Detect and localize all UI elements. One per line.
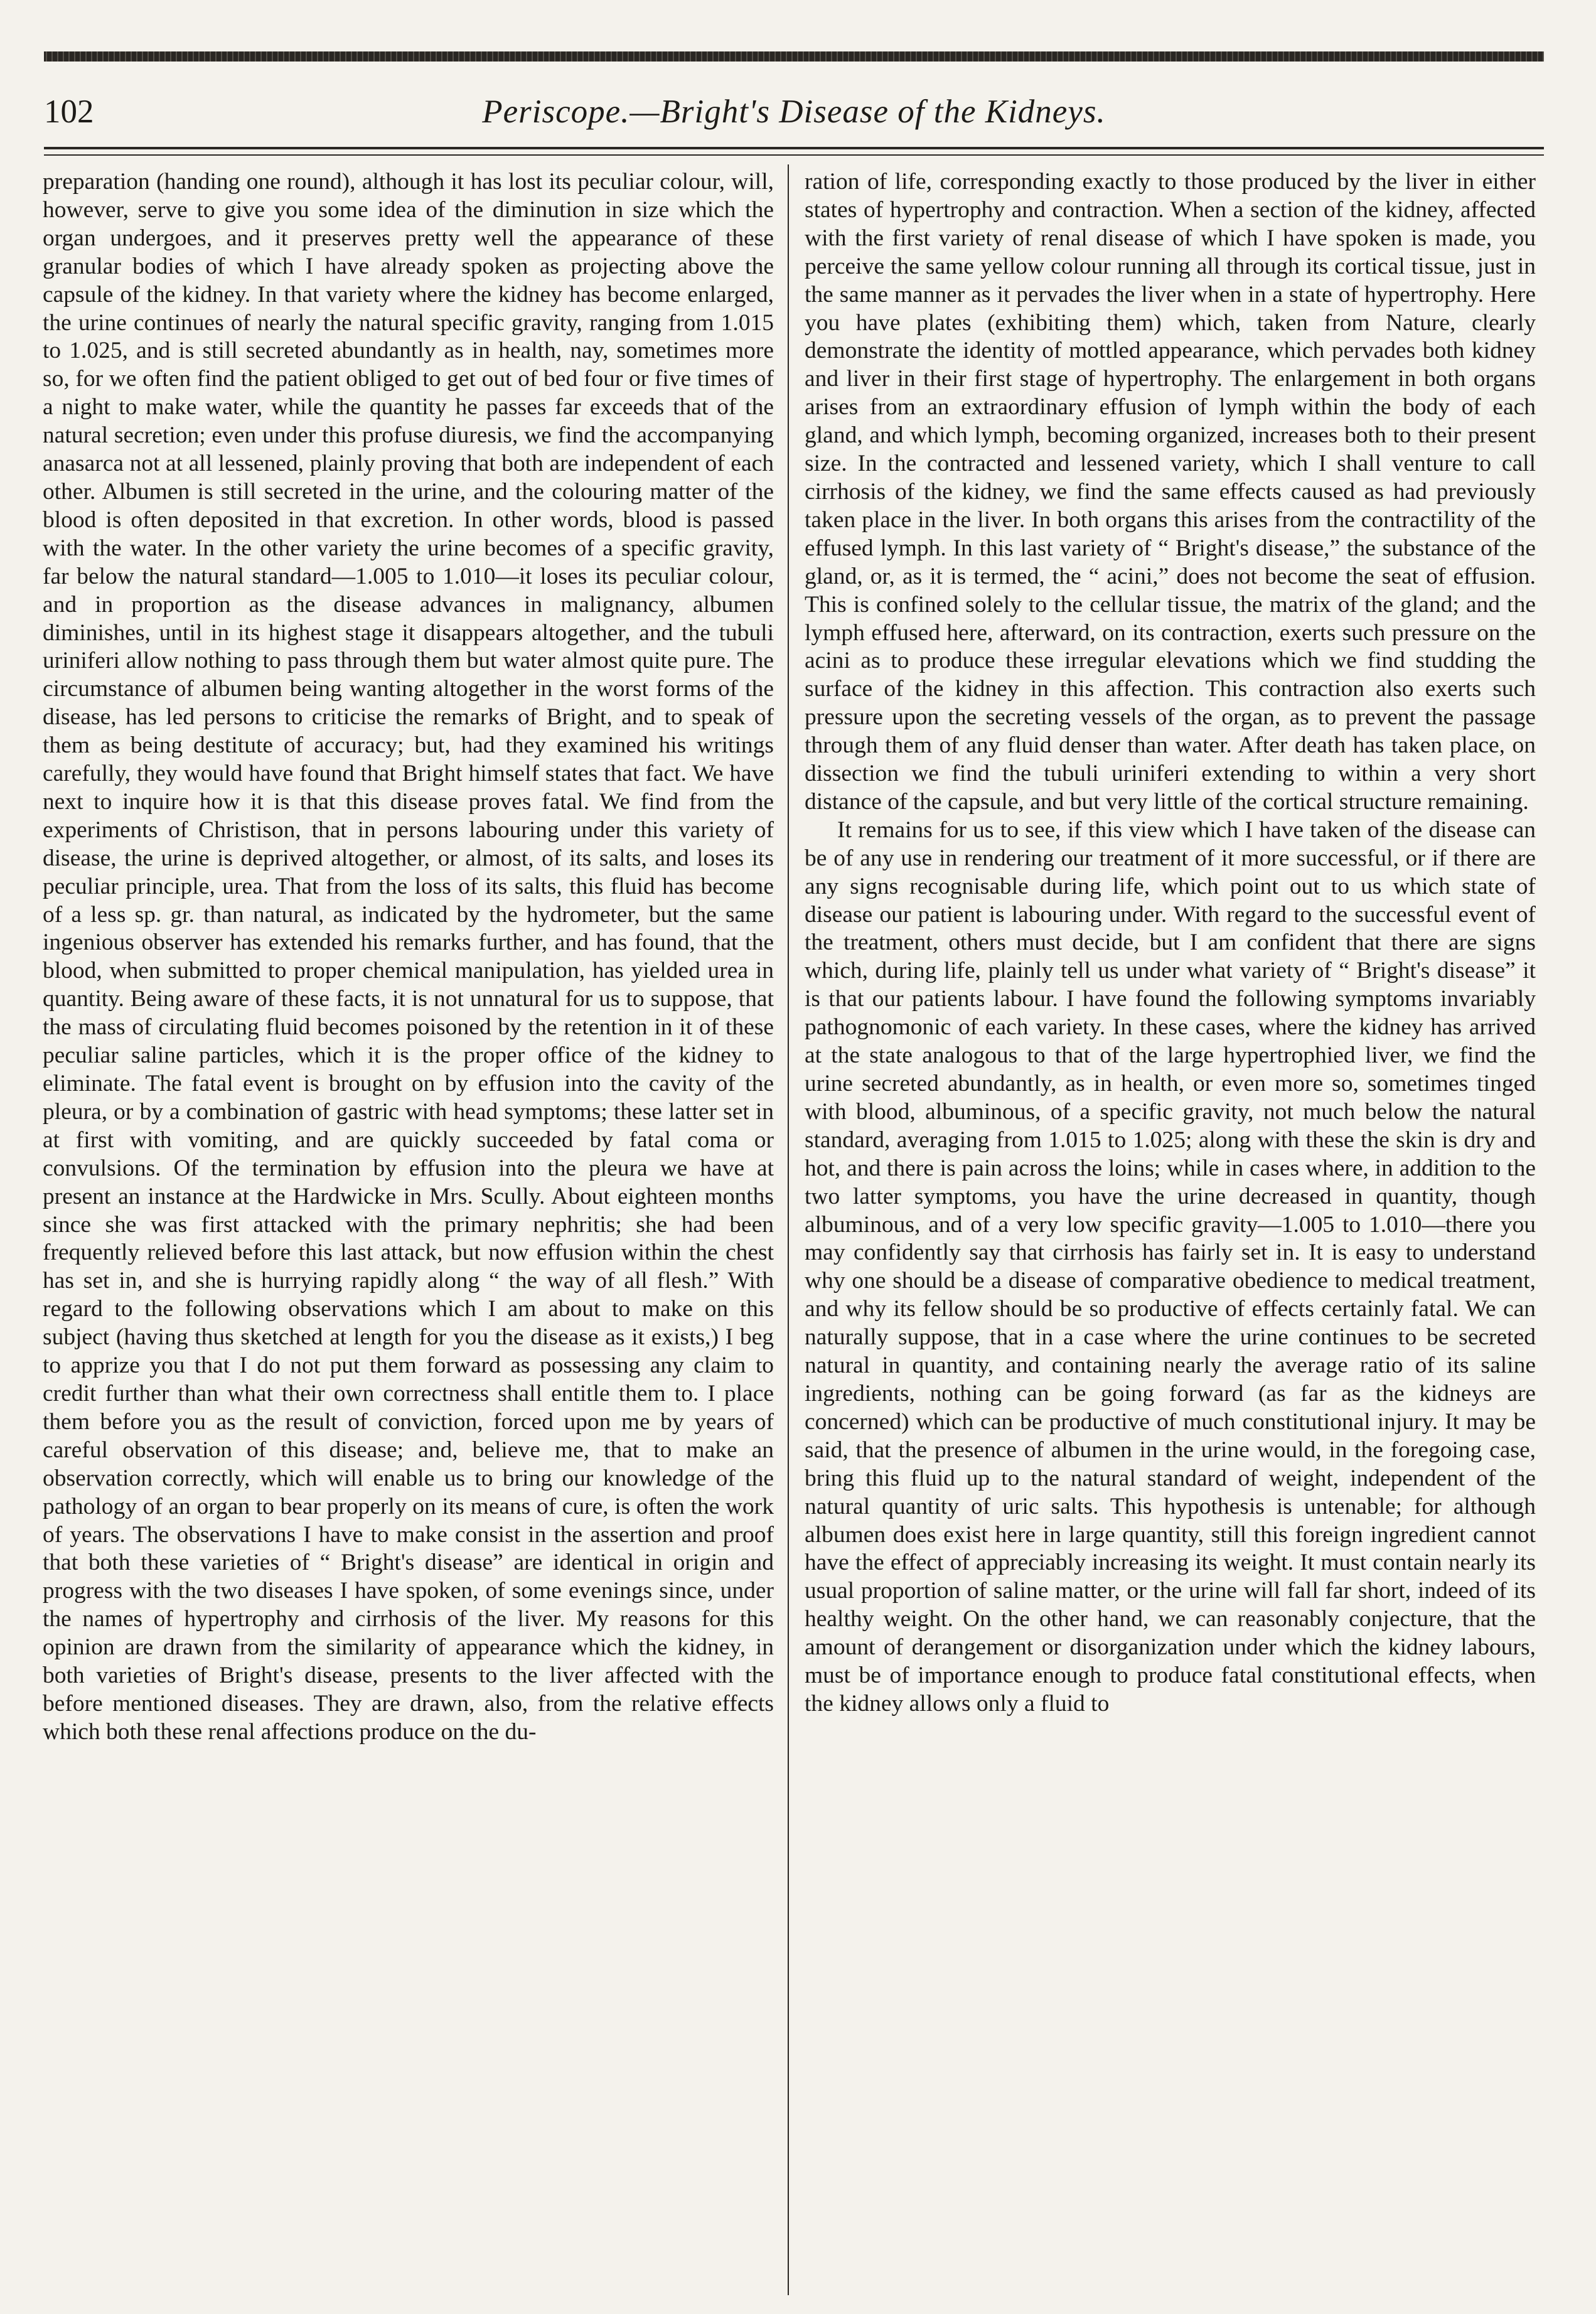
page-number: 102 [44,94,94,130]
right-paragraph-1: ration of life, corresponding exactly to those produced by the liver in either states of hypertrophy and contraction. When a section of the kidney, affected with the first variety of renal disease of which I have spoken is made, you perceive the same yellow colour running all through its cortical tissue, just in the same manner as it pervades the liver when in a state of hypertrophy. Here you have plates (exhibiting them) which, taken from Nature, clearly demonstrate the identity of mottled appearance, which pervades both kidney and liver in their first stage of hypertrophy. The enlargement in both organs arises from an extraordinary effusion of lymph within the body of each gland, and which lymph, becoming organized, increases both to their present size. In the contracted and lessened variety, which I shall venture to call cirrhosis of the kidney, we find the same effects caused as had previously taken place in the liver. In both organs this arises from the contractility of the effused lymph. In this last variety of “ Bright's disease,” the substance of the gland, or, as it is termed, the “ acini,” does not become the seat of effusion. This is confined solely to the cellular tissue, the matrix of the gland; and the lymph effused here, afterward, on its contraction, exerts such pressure on the acini as to produce these irregular elevations which we find studding the surface of the kidney in this affection. This contraction also exerts such pressure upon the secreting vessels of the organ, as to prevent the passage through them of any fluid denser than water. After death has taken place, on dissection we find the tubuli uriniferi extending to within a very short distance of the capsule, and but very little of the cortical structure remaining. [805,169,1536,815]
left-column [43,168,774,2296]
left-paragraph-1: preparation (handing one round), although it has lost its peculiar colour, will, however, serve to give you some idea of the diminution in size which the organ undergoes, and it preserves pretty well the appearance of these granular bodies of which I have already spoken as projecting above the capsule of the kidney. In that variety where the kidney has become enlarged, the urine continues of nearly the natural specific gravity, ranging from 1.015 to 1.025, and is still secreted abundantly as in health, nay, sometimes more so, for we often find the patient obliged to get out of bed four or five times of a night to make water, while the quantity he passes far exceeds that of the natural secretion; even under this profuse diuresis, we find the accompanying anasarca not at all lessened, plainly proving that both are independent of each other. Albumen is still secreted in the urine, and the colouring matter of the blood is often deposited in that excretion. In other words, blood is passed with the water. In the other variety the urine becomes of a specific gravity, far below the natural standard—1.005 to 1.010—it loses its peculiar colour, and in proportion as the disease advances in malignancy, albumen diminishes, until in its highest stage it disappears altogether, and the tubuli uriniferi allow nothing to pass through them but water almost quite pure. The circumstance of albumen being wanting altogether in the worst forms of the disease, has led persons to criticise the remarks of Bright, and to speak of them as being destitute of accuracy; but, had they examined his writings carefully, they would have found that Bright himself states that fact. We have next to inquire how it is that this disease proves fatal. We find from the experiments of Christison, that in persons labouring under this variety of disease, the urine is deprived altogether, or almost, of its salts, and loses its peculiar principle, urea. That from the loss of its salts, this fluid has become of a less sp. gr. than natural, as indicated by the hydrometer, but the same ingenious observer has extended his remarks further, and has found, that the blood, when submitted to proper chemical manipulation, has yielded urea in quantity. Being aware of these facts, it is not unnatural for us to suppose, that the mass of circulating fluid becomes poisoned by the retention in it of these peculiar saline particles, which it is the proper office of the kidney to eliminate. The fatal event is brought on by effusion into the cavity of the pleura, or by a combination of gastric with head symptoms; these latter set in at first with vomiting, and are quickly succeeded by fatal coma or convulsions. Of the termination by effusion into the pleura we have at present an instance at the Hardwicke in Mrs. Scully. About eighteen months since she was first attacked with the primary nephritis; she had been frequently relieved before this last attack, but now effusion within the chest has set in, and she is hurrying rapidly along “ the way of all flesh.” With regard to the following observations which I am about to make on this subject (having thus sketched at length for you the disease as it exists,) I beg to apprize you that I do not put them forward as possessing any claim to credit further than what their own correctness shall entitle them to. I place them before you as the result of conviction, forced upon me by years of careful observation of this disease; and, believe me, that to make an observation correctly, which will enable us to bring our knowledge of the pathology of an organ to bear properly on its means of cure, is often the work of years. The observations I have to make consist in the assertion and proof that both these varieties of “ Bright's disease” are identical in origin and progress with the two diseases I have spoken, of some evenings since, under the names of hypertrophy and cirrhosis of the liver. My reasons for this opinion are drawn from the similarity of appearance which the kidney, in both varieties of Bright's disease, presents to the liver affected with the before mentioned diseases. They are drawn, also, from the relative effects which both these renal affections produce on the du- [43,169,774,1745]
header-rule-thin [44,154,1544,156]
header-rule-thick [44,147,1544,149]
column-divider [788,164,789,2295]
right-paragraph-2: It remains for us to see, if this view which I have taken of the disease can be of any use in rendering our treatment of it more successful, or if there are any signs recognisable during life, which point out to us which state of disease our patient is labouring under. With regard to the successful event of the treatment, others must decide, but I am confident that there are signs which, during life, plainly tell us under what variety of “ Bright's disease” it is that our patients labour. I have found the following symptoms invariably pathognomonic of each variety. In these cases, where the kidney has arrived at the state analogous to that of the large hypertrophied liver, we find the urine secreted abundantly, as in health, or even more so, sometimes tinged with blood, albuminous, of a specific gravity, not much below the natural standard, averaging from 1.015 to 1.025; along with these the skin is dry and hot, and there is pain across the loins; while in cases where, in addition to the two latter symptoms, you have the urine decreased in quantity, though albuminous, and of a very low specific gravity—1.005 to 1.010—there you may confidently say that cirrhosis has fairly set in. It is easy to understand why one should be a disease of comparative obedience to medical treatment, and why its fellow should be so productive of effects certainly fatal. We can naturally suppose, that in a case where the urine continues to be secreted natural in quantity, and containing nearly the average ratio of its saline ingredients, nothing can be going forward (as far as the kidneys are concerned) which can be productive of much constitutional injury. It may be said, that the presence of albumen in the urine would, in the foregoing case, bring this fluid up to the natural standard of weight, independent of the natural quantity of uric salts. This hypothesis is untenable; for although albumen does exist here in large quantity, still this foreign ingredient cannot have the effect of appreciably increasing its weight. It must contain nearly its usual proportion of saline matter, or the urine will fall far short, indeed of its healthy weight. On the other hand, we can reasonably conjecture, that the amount of derangement or disorganization under which the kidney labours, must be of importance enough to produce fatal constitutional effects, when the kidney allows only a fluid to [805,817,1536,1717]
right-column [805,168,1536,2296]
page-header [44,93,1544,143]
ornamental-top-rule [44,51,1544,62]
running-head: Periscope.—Bright's Disease of the Kidneys. [482,94,1106,130]
